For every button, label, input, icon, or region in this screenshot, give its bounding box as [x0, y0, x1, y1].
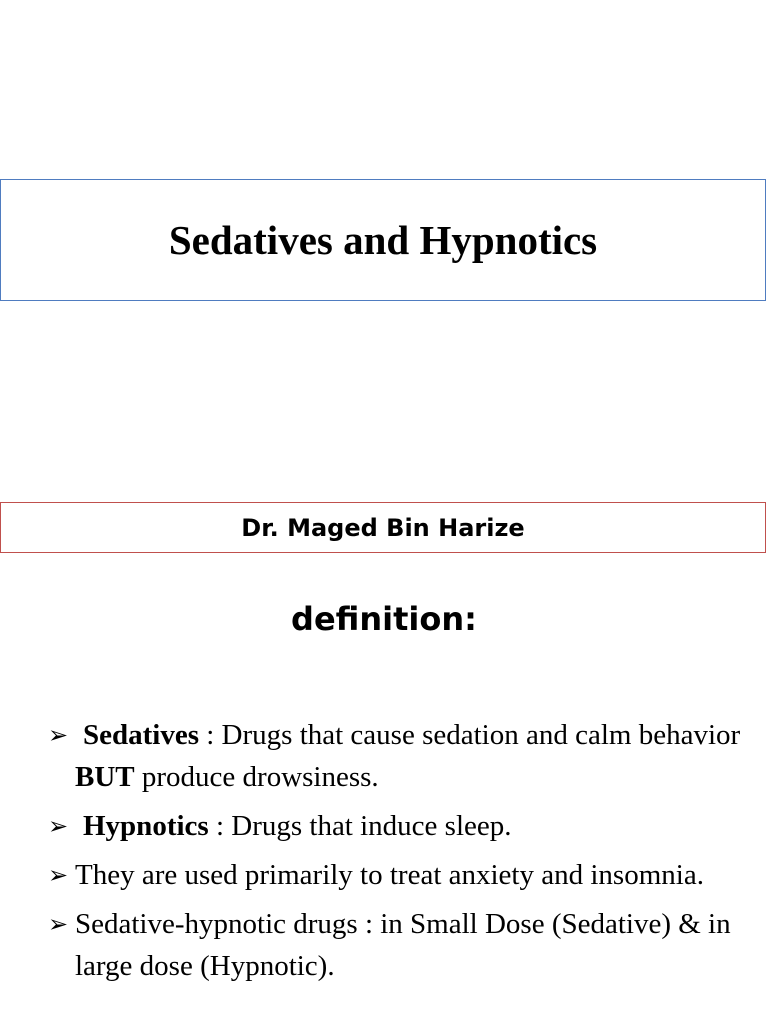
list-item	[48, 805, 763, 847]
author-box	[0, 502, 766, 553]
definition-list	[48, 714, 763, 994]
title-box	[0, 179, 766, 301]
term-label: Hypnotics	[83, 810, 209, 842]
definition-text: produce drowsiness.	[134, 761, 379, 793]
arrowhead-bullet-icon: ➢	[48, 861, 69, 889]
list-item	[48, 854, 763, 896]
list-item-text: Sedative-hypnotic drugs : in Small Dose (Sedative) & in large dose (Hypnotic).	[75, 908, 731, 982]
emphasis-text: BUT	[75, 761, 135, 793]
slide-title: Sedatives and Hypnotics	[168, 216, 598, 263]
definition-heading: definition:	[291, 600, 477, 638]
definition-text: : Drugs that cause sedation and calm behavior	[199, 719, 741, 751]
arrowhead-bullet-icon: ➢	[48, 910, 69, 938]
arrowhead-bullet-icon: ➢	[48, 812, 69, 840]
author-name: Dr. Maged Bin Harize	[241, 513, 525, 542]
definition-text: : Drugs that induce sleep.	[208, 810, 512, 842]
list-item-text: They are used primarily to treat anxiety and insomnia.	[75, 859, 704, 891]
list-item	[48, 714, 763, 798]
list-item	[48, 903, 763, 987]
arrowhead-bullet-icon: ➢	[48, 721, 69, 749]
term-label: Sedatives	[83, 719, 199, 751]
